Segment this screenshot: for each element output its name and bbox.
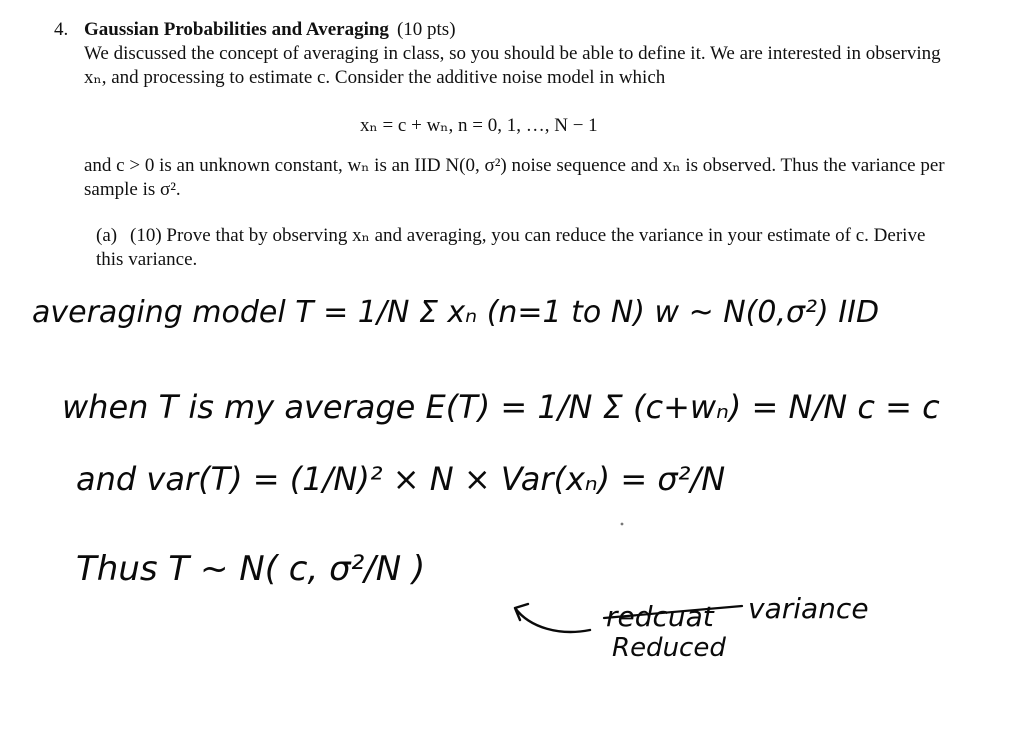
part-a-label: (a) [96,225,118,246]
problem-points: (10 pts) [396,19,456,40]
problem-intro: We discussed the concept of averaging in class, so you should be able to define it. We are interested in observing xₙ, and processing to estimate c. Consider the additive noise model in which [84,43,941,88]
handwriting-line-1: averaging model T = 1/N Σ xₙ (n=1 to N) w ~ N(0,σ²) IID [32,295,880,330]
handwriting-line-4: Thus T ~ N( c, σ²/N ) [76,549,426,589]
problem-title: Gaussian Probabilities and Averaging [84,19,389,40]
part-a-text: (10) Prove that by observing xₙ and averaging, you can reduce the variance in your estimate of c. Derive this variance. [96,225,926,270]
handwriting-line-2: when T is my average E(T) = 1/N Σ (c+wₙ) = N/N c = c [62,388,940,426]
arrow-stroke [515,604,590,632]
handwriting-line-3: and var(T) = (1/N)² × N × Var(xₙ) = σ²/N [76,460,726,498]
note-reduced: Reduced [612,633,726,663]
problem-number: 4. [54,19,69,40]
noise-model-equation: xₙ = c + wₙ, n = 0, 1, …, N − 1 [360,115,598,136]
stray-mark [621,523,624,526]
note-variance: variance [748,592,869,625]
problem-paragraph-2: and c > 0 is an unknown constant, wₙ is an IID N(0, σ²) noise sequence and xₙ is observed. Thus the variance per sample is σ². [84,155,945,200]
struck-word: redcuat [606,600,714,633]
